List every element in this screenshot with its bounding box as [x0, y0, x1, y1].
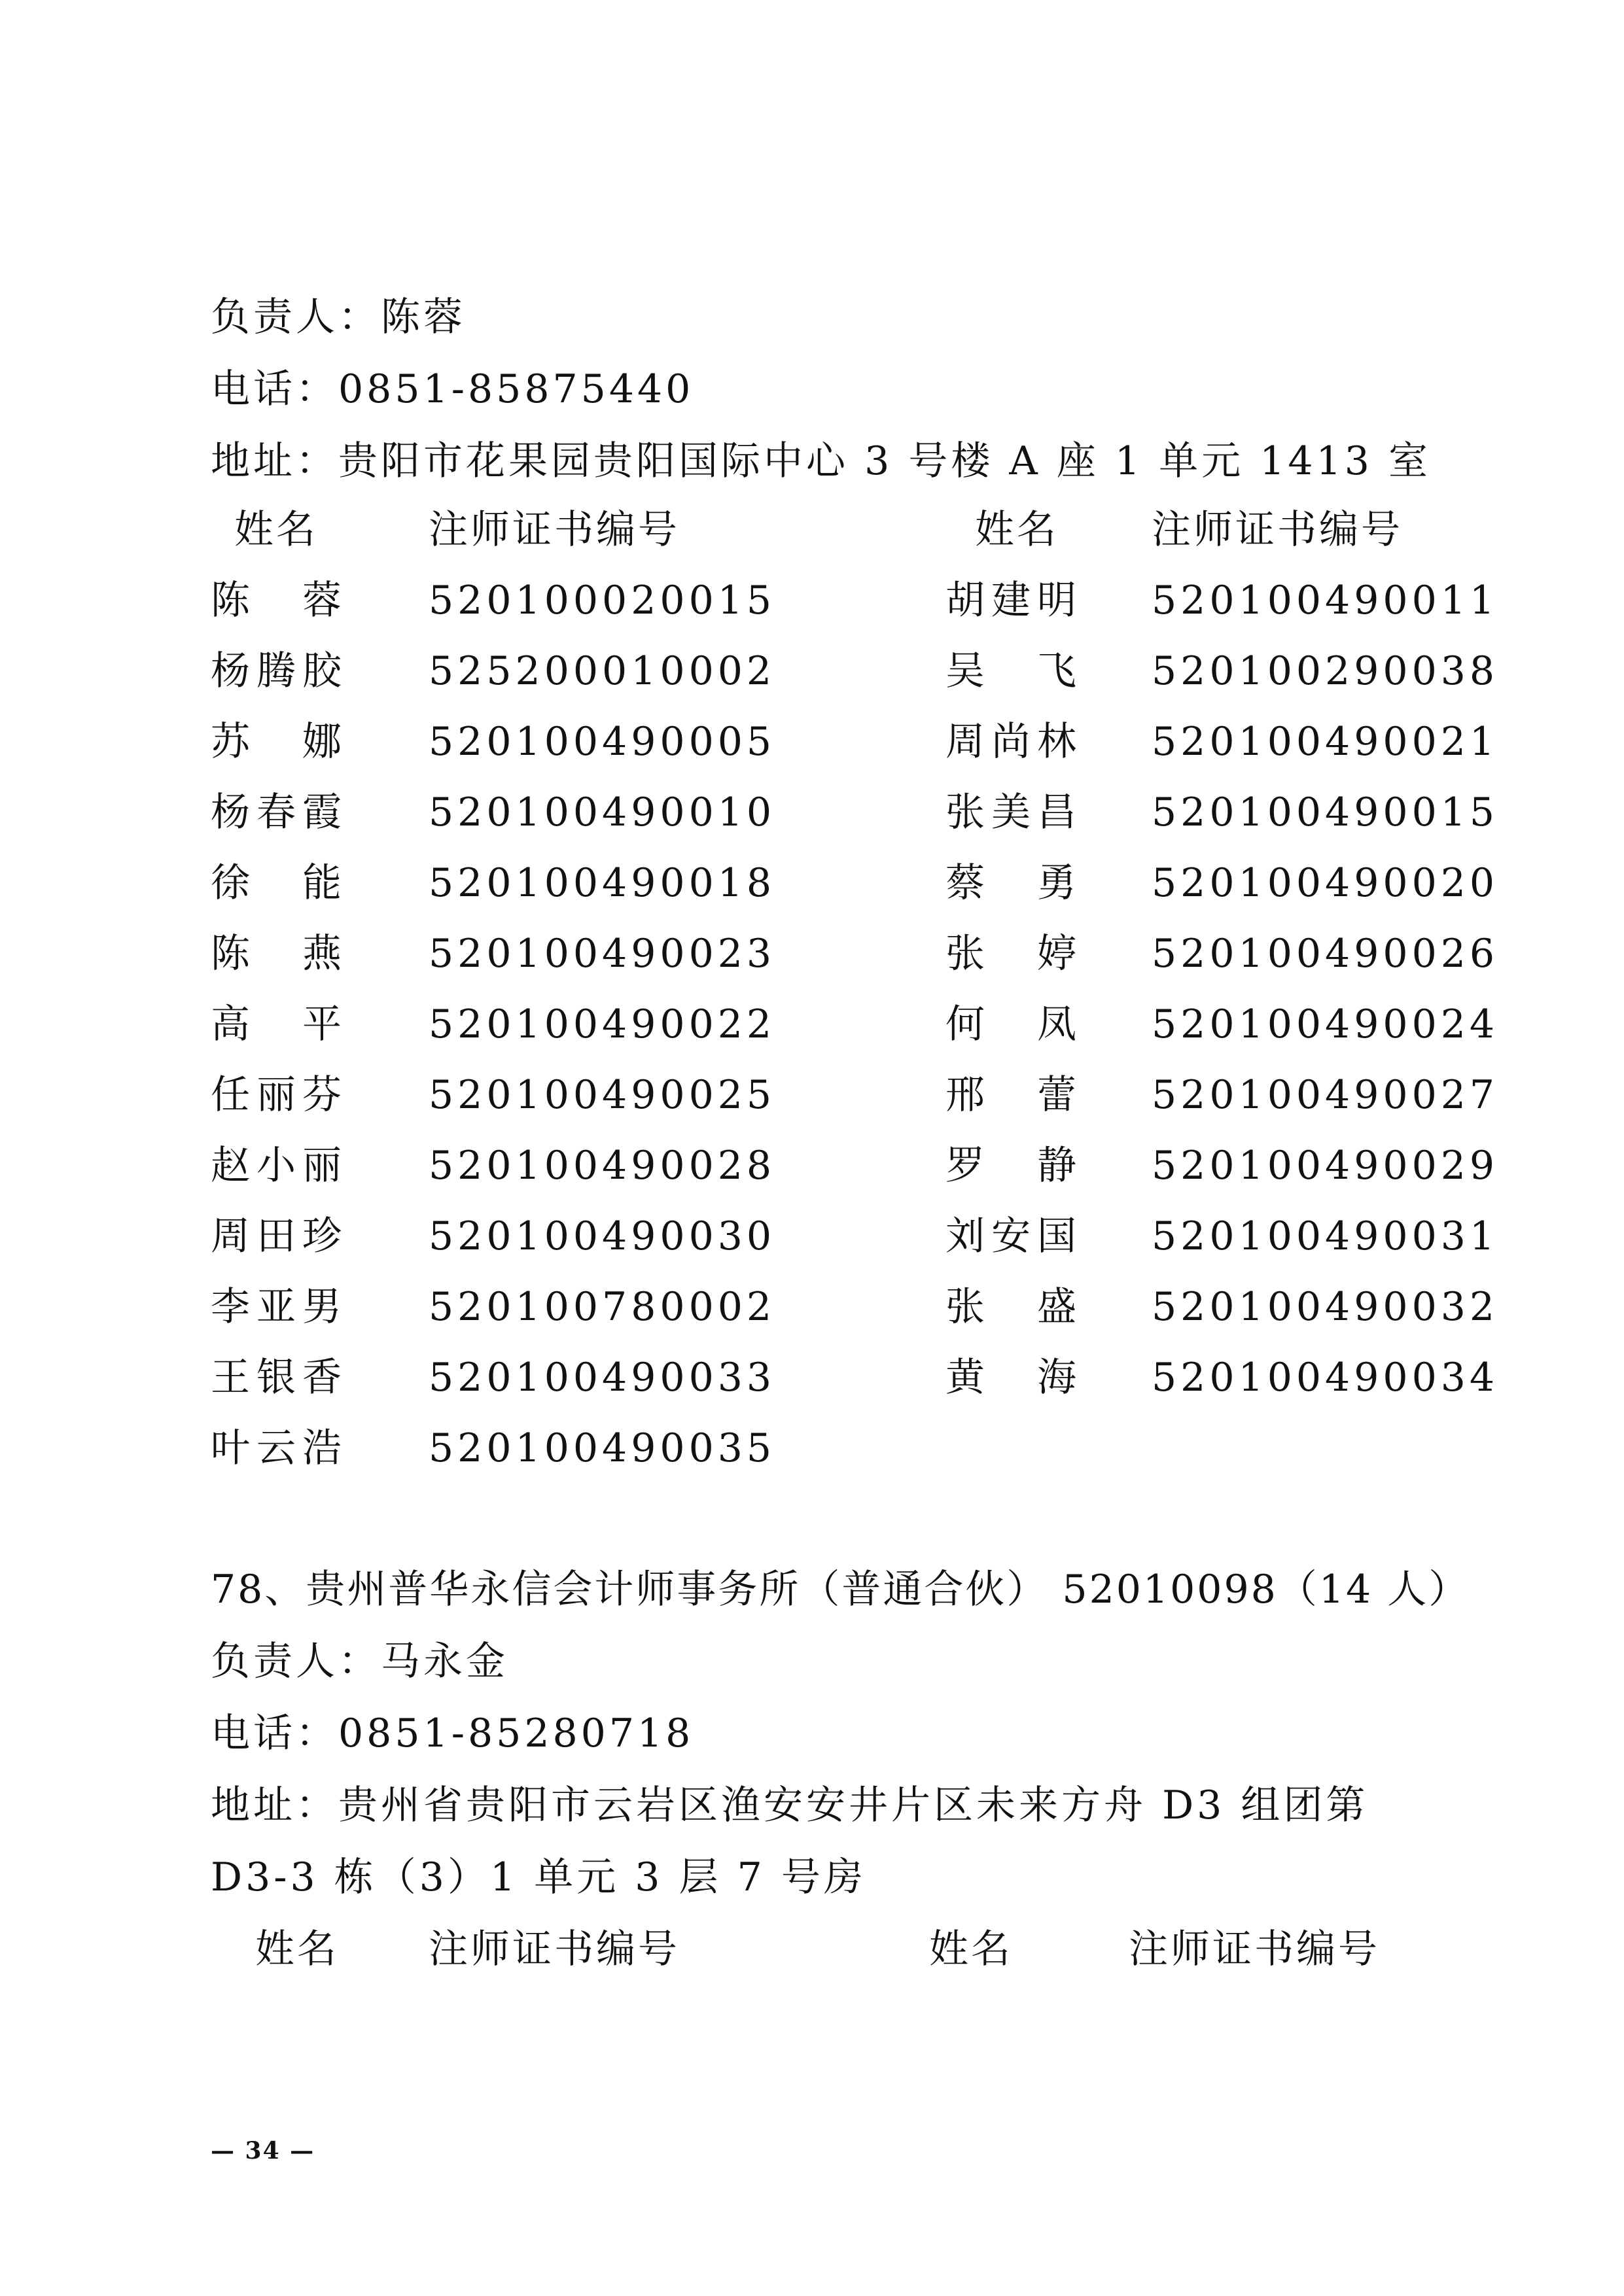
column-header-cert: 注师证书编号 [429, 1926, 680, 1972]
member-name-char: 胡 [945, 578, 985, 623]
member-name-char: 丽 [302, 1143, 342, 1189]
table-row [0, 786, 1624, 839]
member-cert-number: 520100780002 [429, 1284, 776, 1330]
member-name-char: 叶 [211, 1425, 250, 1471]
member-name [211, 1210, 342, 1262]
member-name-char: 娜 [302, 719, 342, 765]
member-name [945, 1210, 1076, 1262]
member-name [945, 574, 1076, 627]
member-name [945, 857, 1076, 909]
table-row [0, 574, 1624, 627]
column-header-cert: 注师证书编号 [429, 507, 680, 553]
table-row [0, 1422, 1624, 1474]
member-cert-number: 520100490026 [1152, 931, 1499, 977]
member-name-char: 平 [302, 1001, 342, 1047]
member-name-char: 林 [1037, 719, 1076, 765]
firm78-phone: 电话：0851-85280718 [211, 1711, 694, 1756]
member-cert-number: 520100490021 [1152, 719, 1499, 765]
member-cert-number: 520100490025 [429, 1072, 776, 1118]
firm78-address-line2: D3-3 栋（3）1 单元 3 层 7 号房 [211, 1854, 866, 1900]
member-name-char: 苏 [211, 719, 250, 765]
member-name-char: 昌 [1037, 790, 1076, 835]
member-cert-number: 520100490023 [429, 931, 776, 977]
member-name-char: 刘 [945, 1213, 985, 1259]
member-name-char: 海 [1037, 1355, 1076, 1400]
member-name [211, 1139, 342, 1192]
member-name-char: 周 [211, 1213, 250, 1259]
column-header-name: 姓名 [975, 507, 1059, 553]
member-cert-number: 520100290038 [1152, 648, 1499, 694]
member-cert-number: 520100490030 [429, 1213, 776, 1259]
column-header-name: 姓名 [255, 1926, 339, 1972]
member-name [211, 1069, 342, 1121]
member-name-char: 丽 [256, 1072, 296, 1118]
member-name [211, 574, 342, 627]
firm77-address: 地址：贵阳市花果园贵阳国际中心 3 号楼 A 座 1 单元 1413 室 [211, 438, 1431, 484]
member-name [211, 998, 342, 1051]
member-cert-number: 520100490024 [1152, 1001, 1499, 1047]
member-name-char: 亚 [256, 1284, 296, 1330]
table-row [0, 1139, 1624, 1192]
member-name-char: 蔡 [945, 860, 985, 906]
member-name [211, 716, 342, 768]
member-cert-number: 520100490034 [1152, 1355, 1499, 1400]
member-cert-number: 520100490033 [429, 1355, 776, 1400]
member-name-char: 勇 [1037, 860, 1076, 906]
member-name [211, 645, 342, 697]
member-name-char: 霞 [302, 790, 342, 835]
member-name-char: 高 [211, 1001, 250, 1047]
member-name-char: 黄 [945, 1355, 985, 1400]
member-name-char: 美 [991, 790, 1031, 835]
table-row [0, 857, 1624, 909]
member-name [211, 1281, 342, 1333]
member-name-char: 何 [945, 1001, 985, 1047]
firm78-title: 78、贵州普华永信会计师事务所（普通合伙） 52010098（14 人） [211, 1567, 1470, 1612]
member-name-char: 飞 [1037, 648, 1076, 694]
table-row [0, 998, 1624, 1051]
member-name [945, 1281, 1076, 1333]
member-name-char: 婷 [1037, 931, 1076, 977]
member-name-char: 建 [991, 578, 1031, 623]
member-name-char: 国 [1037, 1213, 1076, 1259]
member-name-char: 张 [945, 931, 985, 977]
member-name-char: 李 [211, 1284, 250, 1330]
member-name-char: 田 [256, 1213, 296, 1259]
member-name-char: 赵 [211, 1143, 250, 1189]
member-name-char: 邢 [945, 1072, 985, 1118]
member-name-char: 尚 [991, 719, 1031, 765]
table-row [0, 928, 1624, 980]
member-name-char: 杨 [211, 790, 250, 835]
member-name-char: 胶 [302, 648, 342, 694]
member-name [945, 1069, 1076, 1121]
member-cert-number: 520100490018 [429, 860, 776, 906]
member-name-char: 盛 [1037, 1284, 1076, 1330]
member-name-char: 春 [256, 790, 296, 835]
member-name [211, 857, 342, 909]
member-cert-number: 520100490027 [1152, 1072, 1499, 1118]
member-cert-number: 525200010002 [429, 648, 776, 694]
column-header-cert: 注师证书编号 [1152, 507, 1403, 553]
table-row [0, 645, 1624, 697]
member-name [211, 1351, 342, 1404]
member-name-char: 明 [1037, 578, 1076, 623]
member-name-char: 静 [1037, 1143, 1076, 1189]
table-row [0, 1281, 1624, 1333]
member-cert-number: 520100490035 [429, 1425, 776, 1471]
member-name [945, 1351, 1076, 1404]
firm78-manager: 负责人：马永金 [211, 1639, 508, 1684]
member-name-char: 徐 [211, 860, 250, 906]
member-name-char: 腾 [256, 648, 296, 694]
member-name-char: 凤 [1037, 1001, 1076, 1047]
member-cert-number: 520100490028 [429, 1143, 776, 1189]
member-name-char: 安 [991, 1213, 1031, 1259]
table-row [0, 1210, 1624, 1262]
table-row [0, 1069, 1624, 1121]
member-name-char: 香 [302, 1355, 342, 1400]
member-name-char: 浩 [302, 1425, 342, 1471]
member-name-char: 陈 [211, 578, 250, 623]
member-name-char: 陈 [211, 931, 250, 977]
page-number: — 34 — [211, 2137, 315, 2165]
member-name-char: 芬 [302, 1072, 342, 1118]
member-cert-number: 520100490005 [429, 719, 776, 765]
firm78-table-header [0, 1923, 1624, 1975]
member-name [211, 786, 342, 839]
member-name [211, 1422, 342, 1474]
member-name [945, 1139, 1076, 1192]
member-name-char: 蓉 [302, 578, 342, 623]
member-name-char: 蕾 [1037, 1072, 1076, 1118]
member-cert-number: 520100490029 [1152, 1143, 1499, 1189]
member-cert-number: 520100490031 [1152, 1213, 1499, 1259]
member-cert-number: 520100490020 [1152, 860, 1499, 906]
column-header-name: 姓名 [234, 507, 318, 553]
member-name [945, 716, 1076, 768]
firm77-manager: 负责人：陈蓉 [211, 294, 466, 340]
member-cert-number: 520100490032 [1152, 1284, 1499, 1330]
member-name [945, 928, 1076, 980]
member-name-char: 任 [211, 1072, 250, 1118]
member-name-char: 张 [945, 790, 985, 835]
firm77-phone: 电话：0851-85875440 [211, 366, 694, 412]
member-name [211, 928, 342, 980]
column-header-name: 姓名 [929, 1926, 1013, 1972]
member-cert-number: 520100490022 [429, 1001, 776, 1047]
table-row [0, 1351, 1624, 1404]
member-name [945, 998, 1076, 1051]
member-name-char: 珍 [302, 1213, 342, 1259]
member-name-char: 张 [945, 1284, 985, 1330]
member-name [945, 645, 1076, 697]
member-cert-number: 520100490015 [1152, 790, 1499, 835]
member-name-char: 银 [256, 1355, 296, 1400]
member-cert-number: 520100490010 [429, 790, 776, 835]
member-name-char: 杨 [211, 648, 250, 694]
firm78-address-line1: 地址：贵州省贵阳市云岩区渔安安井片区未来方舟 D3 组团第 [211, 1783, 1369, 1828]
member-name-char: 周 [945, 719, 985, 765]
member-name-char: 燕 [302, 931, 342, 977]
member-name-char: 云 [256, 1425, 296, 1471]
member-name-char: 吴 [945, 648, 985, 694]
member-cert-number: 520100490011 [1152, 578, 1499, 623]
member-name [945, 786, 1076, 839]
member-name-char: 小 [256, 1143, 296, 1189]
member-name-char: 能 [302, 860, 342, 906]
member-name-char: 罗 [945, 1143, 985, 1189]
member-cert-number: 520100020015 [429, 578, 776, 623]
member-name-char: 男 [302, 1284, 342, 1330]
member-name-char: 王 [211, 1355, 250, 1400]
column-header-cert: 注师证书编号 [1129, 1926, 1380, 1972]
firm77-table-header [0, 504, 1624, 556]
table-row [0, 716, 1624, 768]
